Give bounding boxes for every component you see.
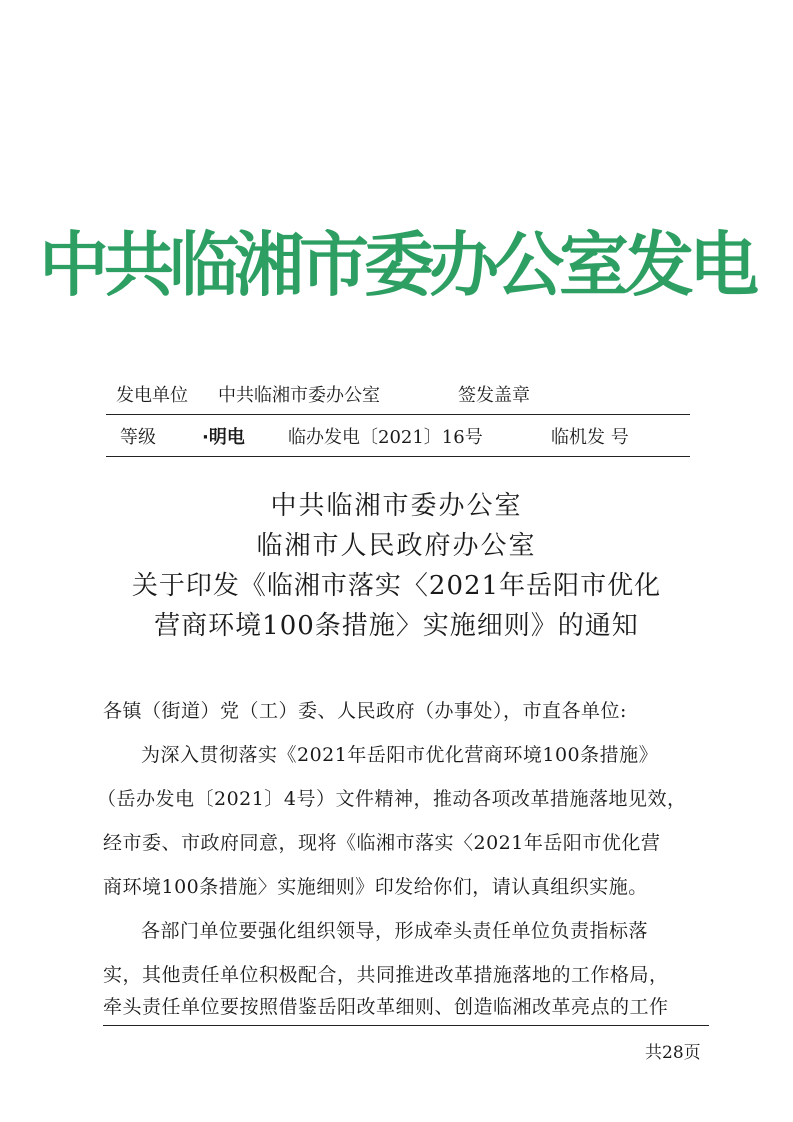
meta-row-grade (106, 420, 690, 457)
machine-number: 临机发 号 (551, 427, 629, 448)
title-line: 营商环境100条措施〉实施细则》的通知 (154, 611, 639, 641)
salutation: 各镇（街道）党（工）委、人民政府（办事处），市直各单位: (103, 700, 627, 722)
paragraph-line: 商环境100条措施〉实施细则》印发给你们，请认真组织实施。 (103, 876, 648, 898)
paragraph-line: 实，其他责任单位积极配合，共同推进改革措施落地的工作格局， (103, 964, 669, 986)
grade-value: ·明电 (202, 427, 245, 448)
sign-seal-label: 签发盖章 (458, 385, 530, 406)
title-line: 中共临湘市委办公室 (270, 491, 523, 521)
paragraph-line: 牵头责任单位要按照借鉴岳阳改革细则、创造临湘改革亮点的工作 (103, 996, 669, 1018)
paragraph-line: 各部门单位要强化组织领导，形成牵头责任单位负责指标落 (141, 920, 649, 942)
meta-row-issuer (106, 378, 690, 415)
title-line: 关于印发《临湘市落实〈2021年岳阳市优化 (131, 571, 662, 601)
page-count: 共28页 (645, 1043, 701, 1063)
paragraph-line: 为深入贯彻落实《2021年岳阳市优化营商环境100条措施》 (141, 744, 659, 766)
paragraph-line: （岳办发电〔2021〕4号）文件精神，推动各项改革措施落地见效， (97, 788, 687, 810)
document-number: 临办发电〔2021〕16号 (288, 427, 483, 448)
document-title (0, 486, 793, 646)
grade-label: 等级 (120, 427, 156, 448)
issuer-value: 中共临湘市委办公室 (218, 385, 380, 406)
paragraph-line: 经市委、市政府同意，现将《临湘市落实〈2021年岳阳市优化营 (103, 832, 661, 854)
title-line: 临湘市人民政府办公室 (256, 531, 537, 561)
footer-divider (103, 1025, 709, 1026)
issuer-label: 发电单位 (116, 385, 188, 406)
masthead-title: 中共临湘市委办公室发电 (39, 224, 754, 306)
